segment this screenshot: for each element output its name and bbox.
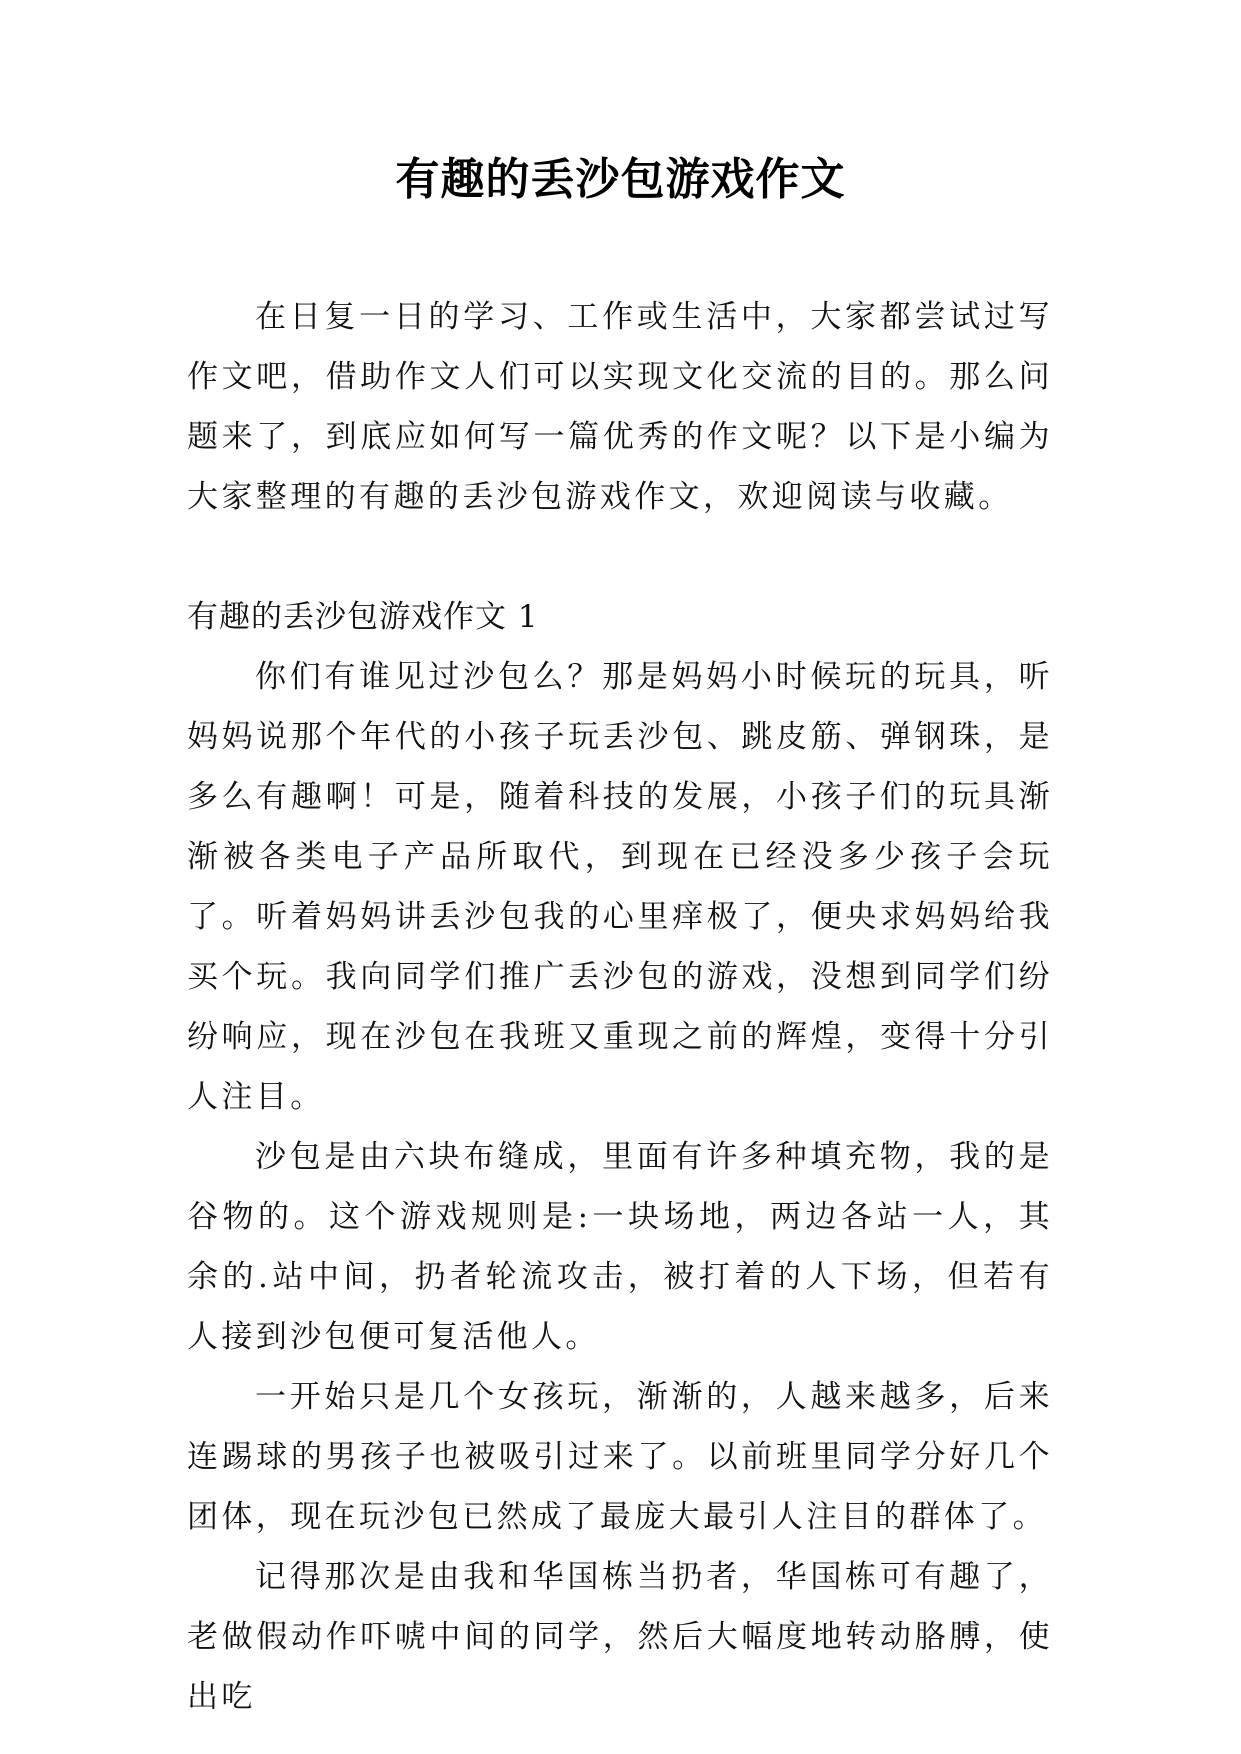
intro-paragraph: 在日复一日的学习、工作或生活中，大家都尝试过写作文吧，借助作文人们可以实现文化交流的目的。那么问题来了，到底应如何写一篇优秀的作文呢？以下是小编为大家整理的有趣的丢沙包游戏作文，欢迎阅读与收藏。 xyxy=(187,299,1053,515)
section-heading: 有趣的丢沙包游戏作文 1 xyxy=(187,599,539,635)
body-paragraph: 沙包是由六块布缝成，里面有许多种填充物，我的是谷物的。这个游戏规则是:一块场地，两边各站一人，其余的.站中间，扔者轮流攻击，被打着的人下场，但若有人接到沙包便可复活他人。 xyxy=(187,1139,1053,1355)
document-body xyxy=(187,287,1053,1727)
body-paragraph: 你们有谁见过沙包么？那是妈妈小时候玩的玩具，听妈妈说那个年代的小孩子玩丢沙包、跳皮筋、弹钢珠，是多么有趣啊！可是，随着科技的发展，小孩子们的玩具渐渐被各类电子产品所取代，到现在已经没多少孩子会玩了。听着妈妈讲丢沙包我的心里痒极了，便央求妈妈给我买个玩。我向同学们推广丢沙包的游戏，没想到同学们纷纷响应，现在沙包在我班又重现之前的辉煌，变得十分引人注目。 xyxy=(187,659,1053,1115)
body-paragraph: 记得那次是由我和华国栋当扔者，华国栋可有趣了，老做假动作吓唬中间的同学，然后大幅度地转动胳膊，使出吃 xyxy=(187,1559,1053,1715)
document-title: 有趣的丢沙包游戏作文 xyxy=(395,154,846,205)
body-paragraph: 一开始只是几个女孩玩，渐渐的，人越来越多，后来连踢球的男孩子也被吸引过来了。以前班里同学分好几个团体，现在玩沙包已然成了最庞大最引人注目的群体了。 xyxy=(187,1379,1053,1535)
